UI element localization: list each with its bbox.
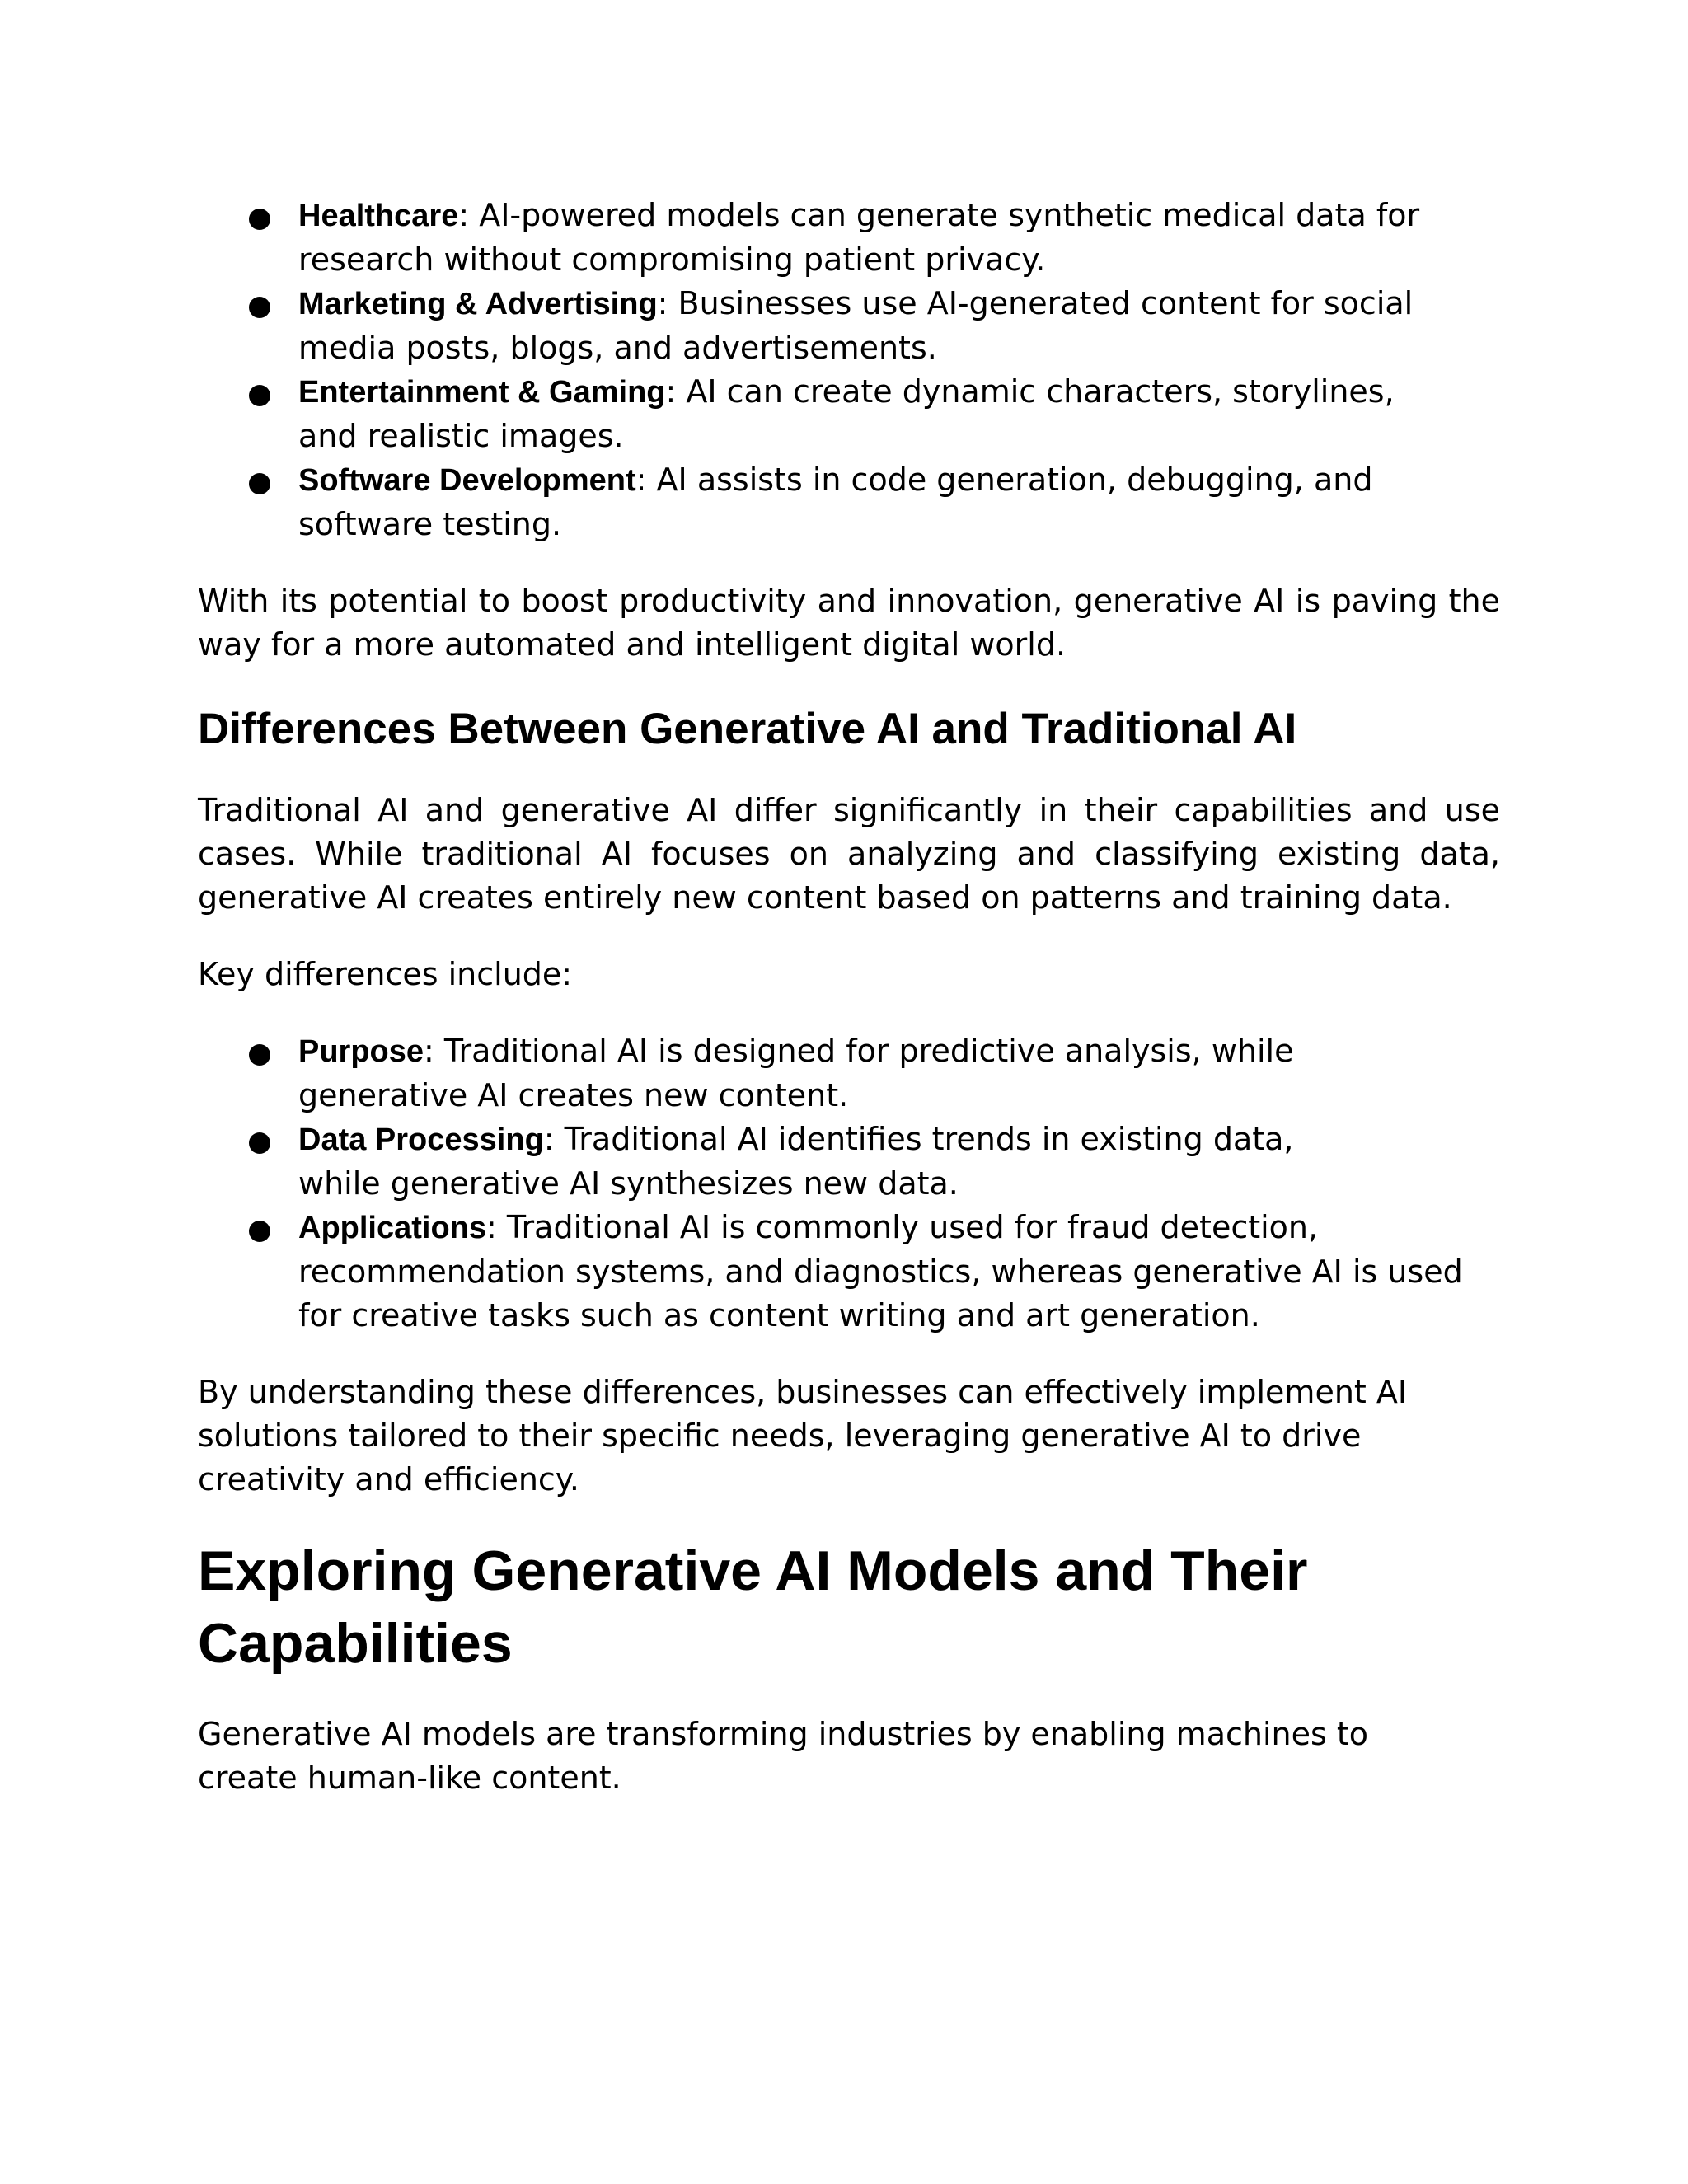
list-item-term: Data Processing — [298, 1122, 544, 1157]
bullet-icon — [249, 1132, 270, 1154]
uses-list — [198, 194, 1434, 546]
list-item-term: Applications — [298, 1211, 487, 1245]
list-item — [198, 282, 1434, 370]
bullet-icon — [249, 1221, 270, 1242]
list-item-term: Entertainment & Gaming — [298, 375, 666, 410]
list-item-text: : Businesses use AI-generated content for social media posts, blogs, and advertisements. — [298, 285, 1414, 366]
section-heading: Differences Between Generative AI and Traditional AI — [198, 705, 1297, 753]
list-item-text: : AI can create dynamic characters, storylines, and realistic images. — [298, 373, 1395, 454]
list-item — [198, 1118, 1337, 1206]
bullet-icon — [249, 297, 270, 318]
differences-summary: By understanding these differences, businesses can effectively implement AI solutions tailored to their specific needs, leveraging generative AI to drive creativity and efficiency. — [198, 1374, 1408, 1497]
key-differences-label: Key differences include: — [198, 956, 573, 992]
bullet-icon — [249, 209, 270, 230]
list-item-term: Software Development — [298, 463, 636, 498]
list-item — [198, 194, 1469, 282]
list-item-term: Purpose — [298, 1034, 424, 1069]
list-item — [198, 1206, 1485, 1338]
document-page — [198, 194, 1500, 1800]
list-item — [198, 370, 1434, 458]
list-item-term: Healthcare — [298, 199, 459, 233]
list-item-text: : Traditional AI is designed for predictive analysis, while generative AI creates new content. — [298, 1033, 1294, 1113]
differences-intro: Traditional AI and generative AI differ significantly in their capabilities and use cases. While traditional AI focuses on analyzing and classifying existing data, generative AI creates entirely new content based on patterns and training data. — [198, 792, 1500, 916]
models-intro: Generative AI models are transforming industries by enabling machines to create human-like content. — [198, 1716, 1369, 1796]
chapter-heading: Exploring Generative AI Models and Their Capabilities — [198, 1540, 1308, 1675]
bullet-icon — [249, 385, 270, 406]
list-item — [198, 458, 1434, 546]
bullet-icon — [249, 473, 270, 494]
bullet-icon — [249, 1044, 270, 1066]
list-item-text: : Traditional AI identifies trends in existing data, while generative AI synthesizes new data. — [298, 1121, 1294, 1202]
list-item-text: : AI assists in code generation, debugging, and software testing. — [298, 462, 1373, 542]
differences-list — [198, 1029, 1500, 1338]
list-item-term: Marketing & Advertising — [298, 287, 658, 321]
list-item-text: : AI-powered models can generate synthetic medical data for research without compromising patient privacy. — [298, 197, 1420, 278]
uses-summary: With its potential to boost productivity and innovation, generative AI is paving the way for a more automated and intelligent digital world. — [198, 583, 1500, 663]
list-item — [198, 1029, 1337, 1118]
list-item-text: : Traditional AI is commonly used for fraud detection, recommendation systems, and diagnostics, whereas generative AI is used for creative tasks such as content writing and art generation. — [298, 1209, 1463, 1333]
